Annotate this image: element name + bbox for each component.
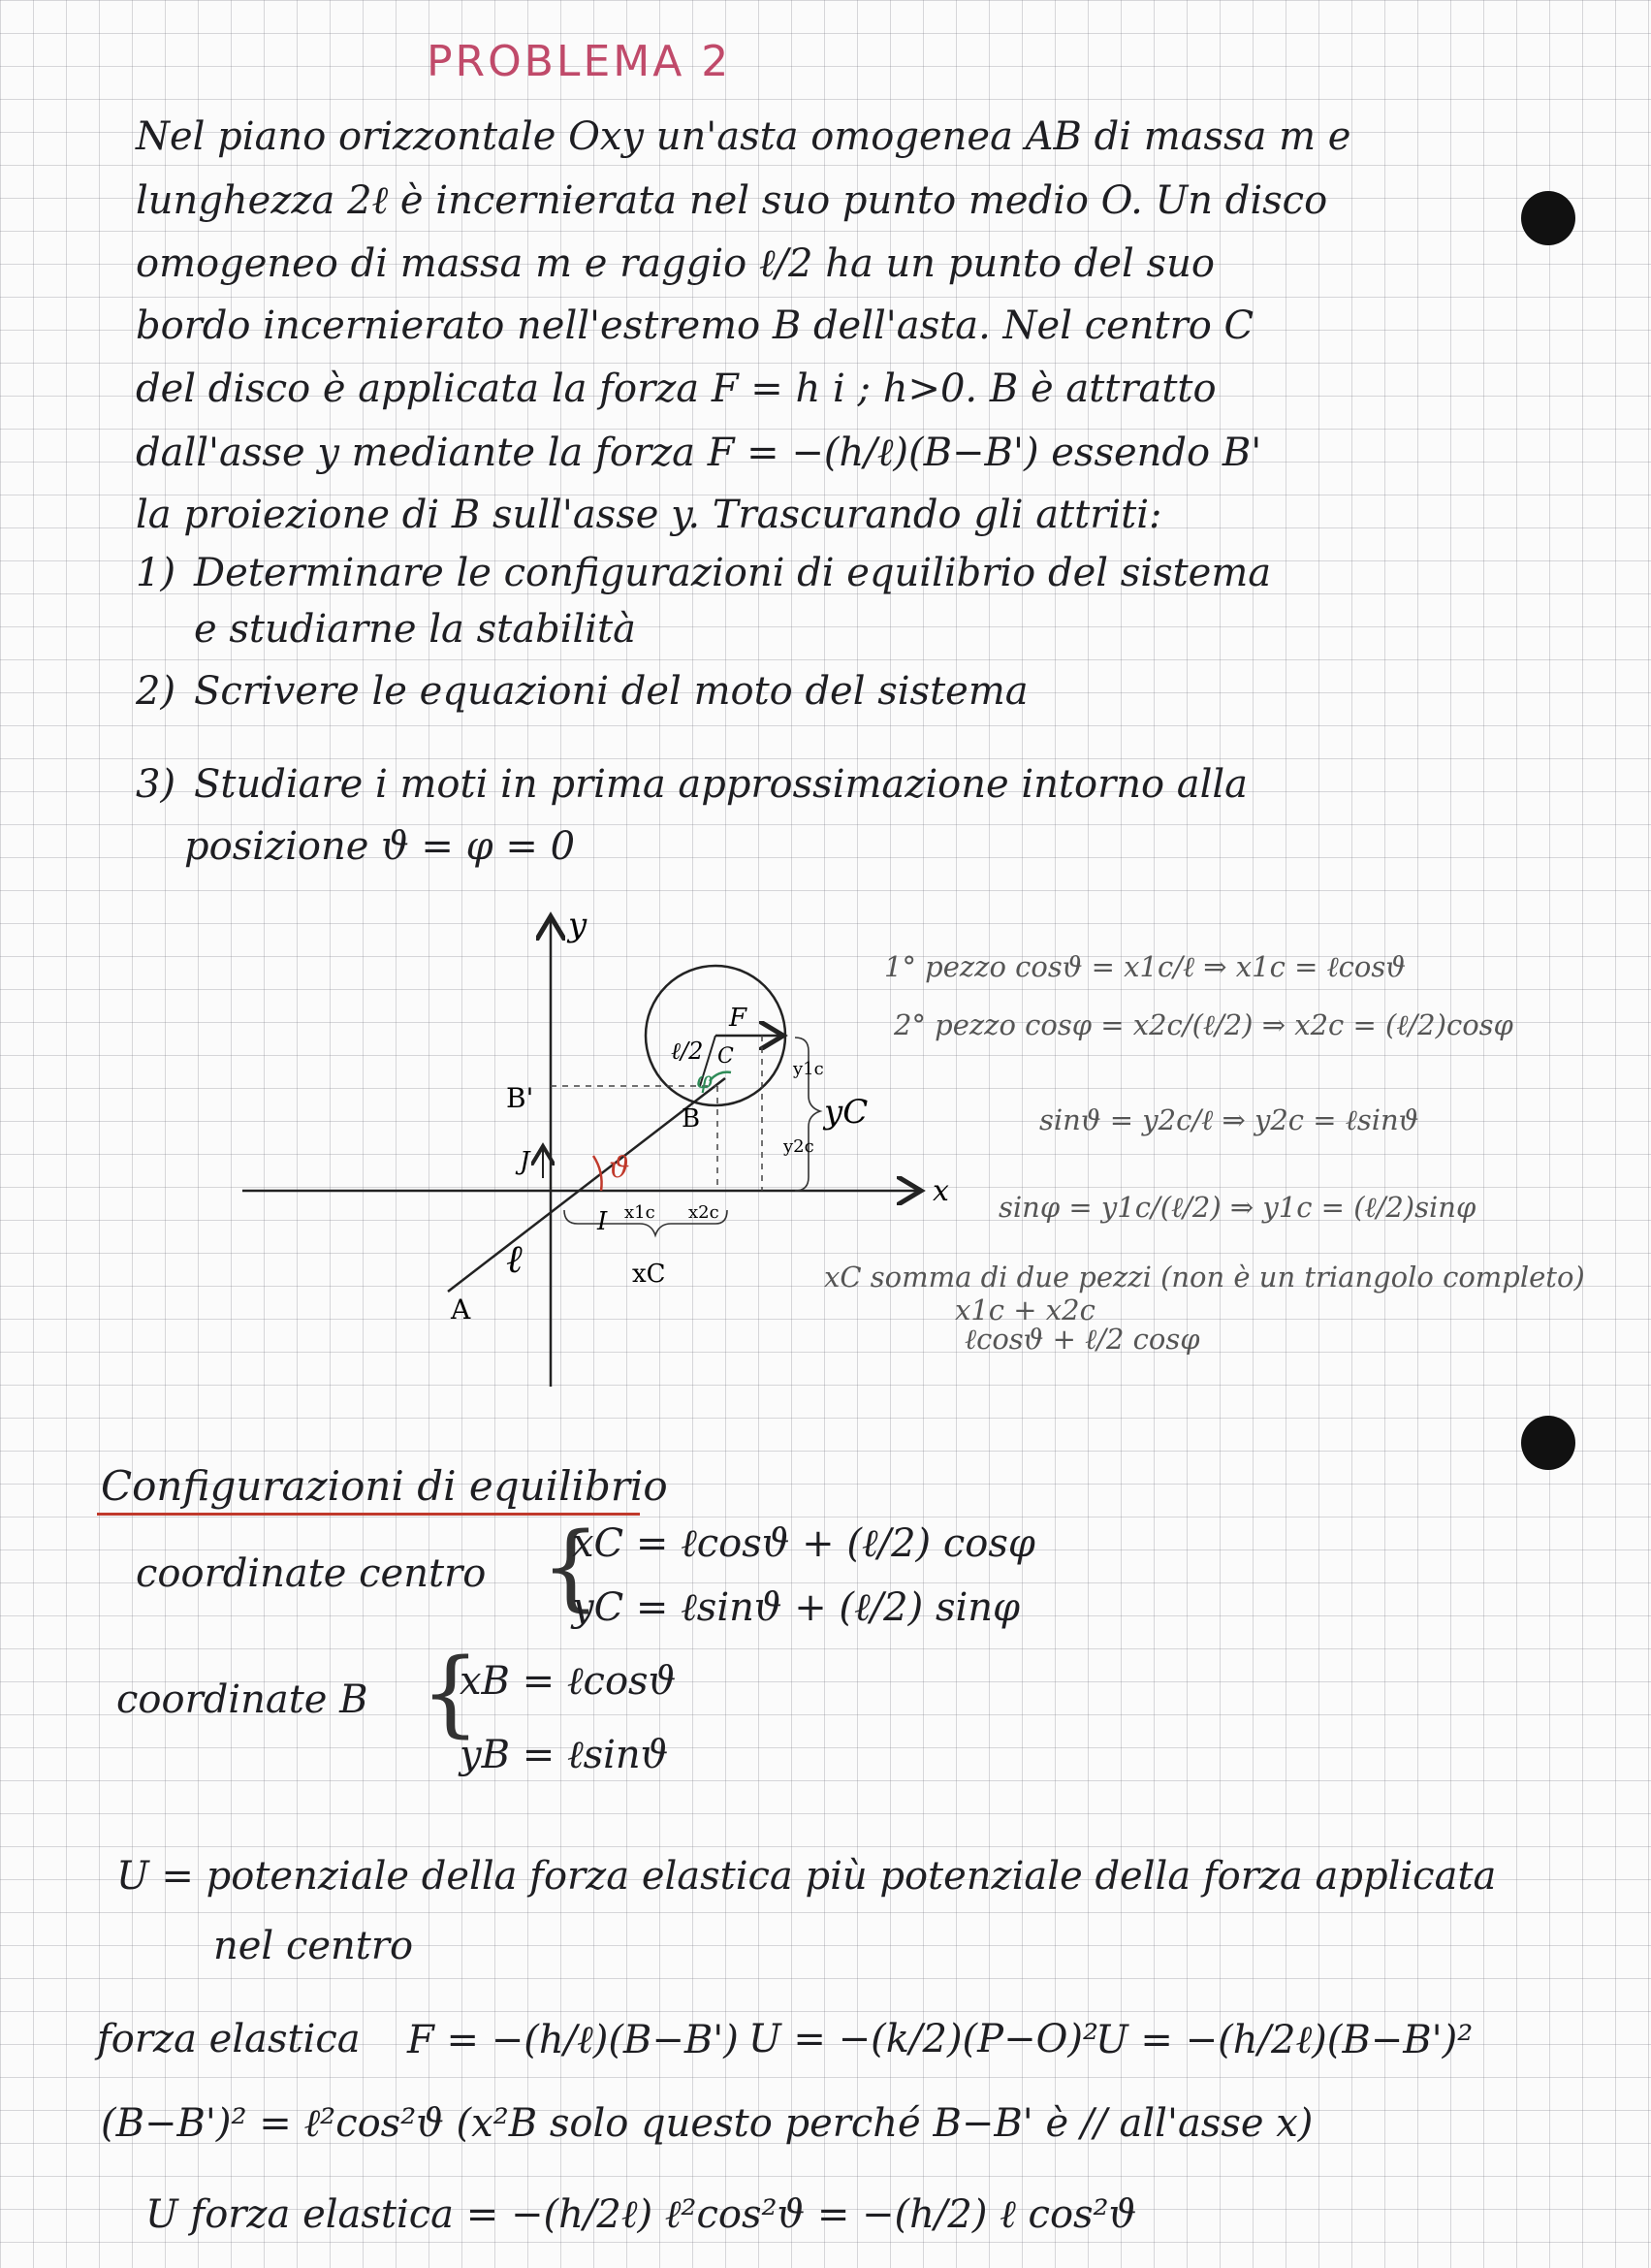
statement-line-7: la proiezione di B sull'asse y. Trascurando gli attriti: bbox=[136, 493, 1162, 537]
question-1-line-1: Determinare le configurazioni di equilibrio del sistema bbox=[194, 551, 1272, 595]
label-x2c: x2c bbox=[688, 1202, 719, 1223]
angle-theta-arc bbox=[593, 1156, 602, 1191]
sum-note-3: ℓcosϑ + ℓ/2 cosφ bbox=[965, 1323, 1200, 1356]
center-eq-y: yC = ℓsinϑ + (ℓ/2) sinφ bbox=[572, 1585, 1021, 1630]
statement-line-6: dall'asse y mediante la forza F = −(h/ℓ)(B−B') essendo B' bbox=[136, 431, 1262, 475]
question-3-number: 3) bbox=[136, 762, 176, 807]
question-1-line-2: e studiarne la stabilità bbox=[194, 607, 636, 652]
elastic-label: forza elastica bbox=[97, 2017, 361, 2061]
statement-line-2: lunghezza 2ℓ è incernierata nel suo punto medio O. Un disco bbox=[136, 178, 1328, 223]
label-x-axis: x bbox=[933, 1174, 949, 1208]
B-eq-y: yB = ℓsinϑ bbox=[460, 1733, 669, 1777]
question-3-line-2: posizione ϑ = φ = 0 bbox=[184, 824, 576, 869]
B-brace: { bbox=[421, 1639, 481, 1747]
question-1-number: 1) bbox=[136, 551, 176, 595]
label-y1c: y1c bbox=[793, 1059, 824, 1079]
label-J: J bbox=[520, 1147, 530, 1176]
statement-line-5: del disco è applicata la forza F = h i ; h>0. B è attratto bbox=[136, 367, 1217, 411]
center-brace: { bbox=[541, 1513, 601, 1621]
label-y-axis: y bbox=[568, 906, 587, 944]
label-xC: xC bbox=[632, 1260, 666, 1289]
label-C: C bbox=[717, 1044, 734, 1069]
potential-line-1: U = potenziale della forza elastica più potenziale della forza applicata bbox=[116, 1854, 1497, 1899]
figure-note-2: 2° pezzo cosφ = x2c/(ℓ/2) ⇒ x2c = (ℓ/2)cosφ bbox=[894, 1008, 1513, 1041]
label-ell-half: ℓ/2 bbox=[671, 1038, 704, 1065]
label-ell: ℓ bbox=[506, 1237, 523, 1282]
label-A: A bbox=[451, 1294, 471, 1326]
question-2-line-1: Scrivere le equazioni del moto del sistema bbox=[194, 669, 1029, 714]
sum-note-2: x1c + x2c bbox=[955, 1294, 1095, 1326]
statement-line-3: omogeneo di massa m e raggio ℓ/2 ha un punto del suo bbox=[136, 241, 1215, 286]
label-x1c: x1c bbox=[624, 1202, 655, 1223]
angle-phi-arc bbox=[710, 1072, 731, 1081]
elastic-potential-general: U = −(k/2)(P−O)² bbox=[748, 2017, 1099, 2061]
page-title: PROBLEMA 2 bbox=[427, 37, 732, 86]
B-eq-x: xB = ℓcosϑ bbox=[460, 1659, 677, 1704]
center-label: coordinate centro bbox=[136, 1551, 487, 1596]
label-theta: ϑ bbox=[609, 1151, 630, 1185]
statement-line-4: bordo incernierato nell'estremo B dell'asta. Nel centro C bbox=[136, 303, 1254, 348]
label-I: I bbox=[597, 1207, 608, 1236]
label-B-prime: B' bbox=[506, 1082, 534, 1114]
label-F: F bbox=[729, 1004, 747, 1033]
B-label: coordinate B bbox=[116, 1677, 368, 1722]
label-y2c: y2c bbox=[783, 1136, 814, 1157]
elastic-force: F = −(h/ℓ)(B−B') bbox=[407, 2018, 739, 2062]
elastic-potential-specific: U = −(h/2ℓ)(B−B')² bbox=[1095, 2018, 1474, 2062]
center-eq-x: xC = ℓcosϑ + (ℓ/2) cosφ bbox=[572, 1521, 1035, 1566]
label-B: B bbox=[682, 1104, 701, 1134]
question-3-line-1: Studiare i moti in prima approssimazione intorno alla bbox=[194, 762, 1249, 807]
final-potential-line: U forza elastica = −(h/2ℓ) ℓ²cos²ϑ = −(h/2) ℓ cos²ϑ bbox=[145, 2192, 1137, 2237]
statement-line-1: Nel piano orizzontale Oxy un'asta omogenea AB di massa m e bbox=[136, 114, 1351, 159]
question-2-number: 2) bbox=[136, 669, 176, 714]
bb-squared-line: (B−B')² = ℓ²cos²ϑ (x²B solo questo perché B−B' è // all'asse x) bbox=[101, 2101, 1314, 2146]
section-heading: Configurazioni di equilibrio bbox=[101, 1462, 668, 1510]
label-phi: φ bbox=[696, 1067, 713, 1094]
figure-note-3: sinϑ = y2c/ℓ ⇒ y2c = ℓsinϑ bbox=[1039, 1103, 1419, 1136]
figure-note-4: sinφ = y1c/(ℓ/2) ⇒ y1c = (ℓ/2)sinφ bbox=[999, 1191, 1476, 1224]
figure-note-1: 1° pezzo cosϑ = x1c/ℓ ⇒ x1c = ℓcosϑ bbox=[884, 950, 1406, 983]
label-yC: yC bbox=[824, 1093, 869, 1132]
sum-note-1: xC somma di due pezzi (non è un triangolo completo) bbox=[824, 1261, 1585, 1294]
potential-line-2: nel centro bbox=[213, 1924, 414, 1968]
